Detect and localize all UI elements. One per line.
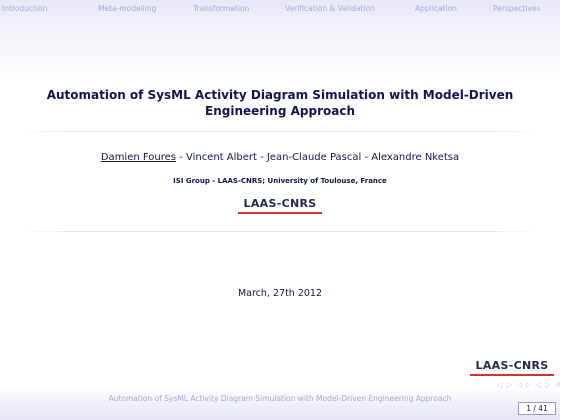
presentation-date: March, 27th 2012: [237, 288, 323, 299]
nav-transformation[interactable]: Transformation: [193, 4, 250, 13]
nav-application[interactable]: Application: [415, 4, 457, 13]
footer-title: Automation of SysML Activity Diagram Simulation with Model-Driven Engineering Approach: [108, 394, 452, 403]
beamer-navigation-controls: [497, 381, 562, 389]
footer-logo-text: LAAS-CNRS: [475, 359, 549, 372]
next-slide-icon[interactable]: ▷: [506, 381, 513, 389]
prev-frame-icon[interactable]: ◁: [535, 381, 542, 389]
next-section-icon[interactable]: ▷: [525, 381, 532, 389]
title-divider: [20, 131, 540, 132]
nav-meta-modelling[interactable]: Meta-modelling: [98, 4, 157, 13]
next-frame-icon[interactable]: ▷: [545, 381, 552, 389]
slide-title: [0, 87, 560, 119]
logo-red-bar: [238, 212, 322, 214]
prev-slide-icon[interactable]: ◁: [497, 381, 503, 389]
search-back-icon[interactable]: ↺: [554, 381, 562, 389]
date-divider: [20, 231, 540, 232]
presenter-name: Damien Foures: [100, 152, 176, 163]
nav-introduction[interactable]: Introduction: [2, 4, 48, 13]
title-line-2: Engineering Approach: [205, 104, 355, 118]
affiliation: ISI Group - LAAS-CNRS; University of Toulouse, France: [173, 177, 387, 185]
footer-laas-cnrs-logo: [470, 359, 554, 372]
nav-verification-validation[interactable]: Verification & Validation: [285, 4, 375, 13]
footer-logo-red-bar: [470, 374, 554, 376]
title-line-1: Automation of SysML Activity Diagram Simulation with Model-Driven: [46, 88, 514, 102]
authors-line: [0, 152, 560, 163]
laas-cnrs-logo: [238, 197, 322, 210]
nav-perspectives[interactable]: Perspectives: [493, 4, 541, 13]
co-authors: - Vincent Albert - Jean-Claude Pascal - Alexandre Nketsa: [175, 152, 460, 163]
section-navigation-bar: [0, 0, 560, 80]
footer-bar: [0, 386, 560, 420]
page-indicator: 1 / 41: [518, 402, 556, 415]
logo-text: LAAS-CNRS: [243, 197, 317, 210]
prev-section-icon[interactable]: ◁: [516, 381, 523, 389]
